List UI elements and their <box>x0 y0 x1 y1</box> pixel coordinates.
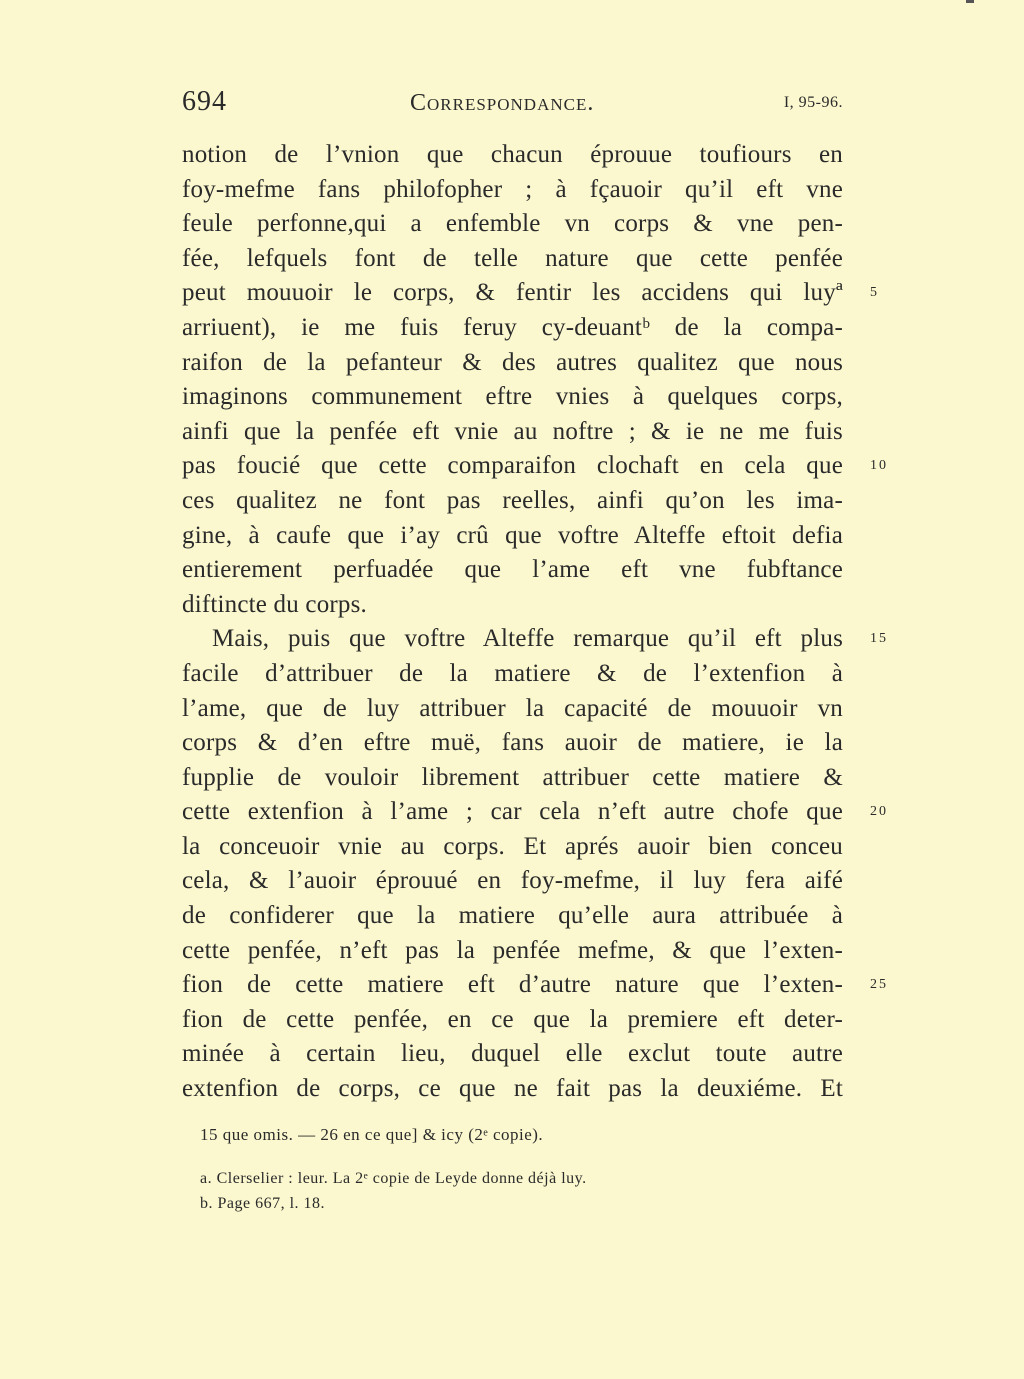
text-line-content: la conceuoir vnie au corps. Et aprés auoir bien conceu <box>182 832 843 860</box>
text-line <box>182 519 843 554</box>
text-line-content: extenfion de corps, ce que ne fait pas la deuxiéme. Et <box>182 1075 843 1103</box>
text-line <box>182 449 888 484</box>
text-line-content: arriuent), ie me fuis feruy cy-deuantᵇ de la compa- <box>182 313 843 341</box>
text-line-content: imaginons communement eftre vnies à quelques corps, <box>182 383 843 411</box>
footnote: b. Page 667, l. 18. <box>200 1195 326 1212</box>
text-line-content: peut mouuoir le corps, & fentir les accidens qui luyª <box>182 279 843 307</box>
text-line-content: fupplie de vouloir librement attribuer cette matiere & <box>182 763 843 791</box>
text-line <box>182 242 843 277</box>
line-number: 20 <box>870 804 888 820</box>
folio-reference: I, 95-96. <box>783 94 843 111</box>
text-line <box>182 1003 843 1038</box>
text-line-content: fion de cette matiere eft d’autre nature que l’exten- <box>182 971 843 999</box>
text-line-content: cette penfée, n’eft pas la penfée mefme, & que l’exten- <box>182 936 843 964</box>
text-line <box>182 692 843 727</box>
text-line <box>182 207 843 242</box>
text-line <box>182 138 843 173</box>
text-line-content: facile d’attribuer de la matiere & de l’extenfion à <box>182 659 843 687</box>
text-line-content: corps & d’en eftre muë, fans auoir de matiere, ie la <box>182 729 843 757</box>
page-header <box>182 86 843 126</box>
line-number: 25 <box>870 977 888 993</box>
text-line <box>182 173 843 208</box>
text-line <box>182 968 888 1003</box>
text-line <box>182 380 843 415</box>
text-line-content: de confiderer que la matiere qu’elle aura attribuée à <box>182 902 843 930</box>
page-number: 694 <box>182 86 227 117</box>
text-line <box>182 864 843 899</box>
text-line-content: fion de cette penfée, en ce que la premiere eft deter- <box>182 1005 843 1033</box>
text-line-content: gine, à caufe que i’ay crû que voftre Alteffe eftoit defia <box>182 521 843 549</box>
text-line <box>182 484 843 519</box>
text-line-content: entierement perfuadée que l’ame eft vne fubftance <box>182 556 843 584</box>
text-line-content: foy-mefme fans philofopher ; à fçauoir qu’il eft vne <box>182 175 843 203</box>
variant-readings: 15 que omis. — 26 en ce que] & icy (2ᵉ copie). <box>200 1125 544 1144</box>
text-line <box>182 1072 843 1107</box>
text-line <box>182 726 843 761</box>
corner-mark <box>966 0 974 3</box>
text-line-content: Mais, puis que voftre Alteffe remarque qu’il eft plus <box>212 625 843 653</box>
running-title: Correspondance. <box>410 90 595 116</box>
body-text <box>182 138 888 1107</box>
text-line-content: ces qualitez ne font pas reelles, ainfi qu’on les ima- <box>182 486 843 514</box>
text-line-content: raifon de la pefanteur & des autres qualitez que nous <box>182 348 843 376</box>
text-line-content: pas foucié que cette comparaifon clochaft en cela que <box>182 452 843 480</box>
text-line <box>182 622 888 657</box>
text-line-content: feule perfonne,qui a enfemble vn corps & vne pen- <box>182 210 843 238</box>
footnote: a. Clerselier : leur. La 2ᵉ copie de Leyde donne déjà luy. <box>200 1170 587 1187</box>
text-line-content: notion de l’vnion que chacun éprouue toufiours en <box>182 141 843 168</box>
text-line <box>182 1037 843 1072</box>
text-line-content: fée, lefquels font de telle nature que cette penfée <box>182 244 843 272</box>
text-line <box>182 276 879 311</box>
text-line-content: cela, & l’auoir éprouué en foy-mefme, il luy fera aifé <box>182 867 843 895</box>
text-line <box>182 415 843 450</box>
text-line <box>182 934 843 969</box>
text-line-content: ainfi que la penfée eft vnie au noftre ; & ie ne me fuis <box>182 417 843 445</box>
line-number: 15 <box>870 631 888 647</box>
line-number: 10 <box>870 458 888 474</box>
text-line-content: diftincte du corps. <box>182 590 368 618</box>
text-line <box>182 588 843 623</box>
text-line-content: minée à certain lieu, duquel elle exclut toute autre <box>182 1040 843 1068</box>
text-line <box>182 761 843 796</box>
text-line <box>182 346 843 381</box>
text-line <box>182 311 843 346</box>
footnotes <box>200 1166 840 1216</box>
text-line <box>182 553 843 588</box>
text-line <box>182 899 843 934</box>
text-line <box>182 657 843 692</box>
text-line <box>182 830 843 865</box>
text-line <box>182 795 888 830</box>
text-line-content: cette extenfion à l’ame ; car cela n’eft autre chofe que <box>182 798 843 826</box>
text-line-content: l’ame, que de luy attribuer la capacité de mouuoir vn <box>182 694 843 722</box>
line-number: 5 <box>870 285 879 301</box>
